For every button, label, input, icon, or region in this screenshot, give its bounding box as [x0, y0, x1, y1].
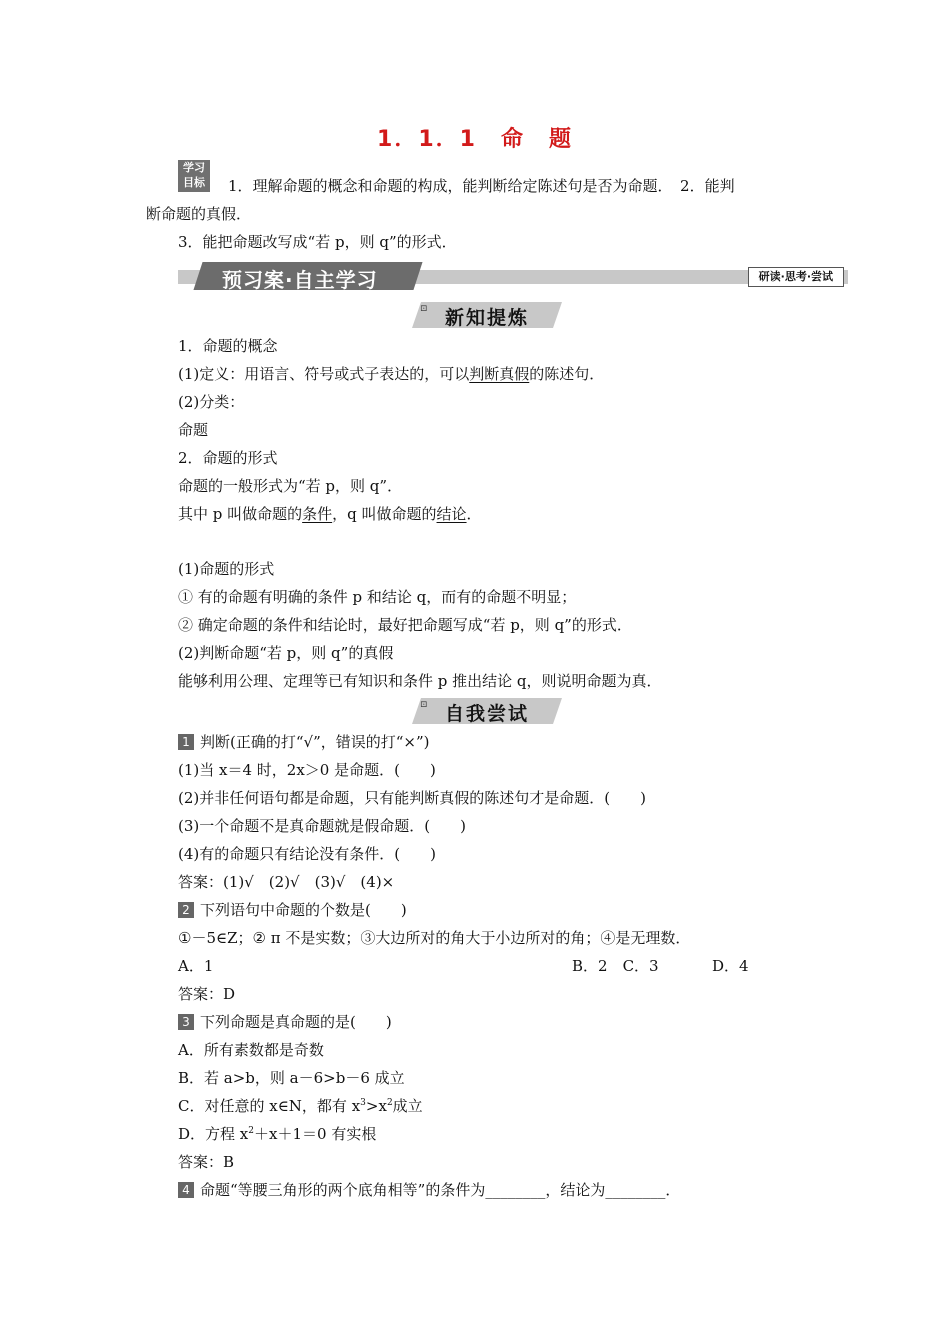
q4-stem-text: 命题“等腰三角形的两个底角相等”的条件为________，结论为________．	[200, 1181, 681, 1199]
q4-stem	[178, 1179, 680, 1201]
c-text-3: 成立	[392, 1097, 423, 1115]
q3-option-b: B．若 a>b，则 a－6>b－6 成立	[178, 1069, 405, 1087]
cc-text-3: ．	[466, 505, 482, 523]
q2-option-d: D．4	[712, 957, 749, 975]
section-heading-new-knowledge	[412, 302, 562, 328]
q1-stem	[178, 731, 430, 753]
page-title: 1．1．1 命 题	[377, 127, 573, 152]
q2-option-a: A．1	[178, 957, 214, 975]
goal-line-3: 3．能把命题改写成“若 p，则 q”的形式．	[178, 233, 457, 251]
note-1-title: (1)命题的形式	[178, 560, 275, 578]
d-text-2: ＋x＋1＝0 有实根	[254, 1125, 377, 1143]
q1-item-3: (3)一个命题不是真命题就是假命题．( )	[178, 817, 466, 835]
definition-end: 的陈述句．	[529, 365, 605, 383]
c-exp-2: 2	[386, 1098, 393, 1108]
concept-general-form: 命题的一般形式为“若 p，则 q”．	[178, 477, 403, 495]
c-exp-1: 3	[360, 1098, 366, 1108]
concept-classify: (2)分类：	[178, 393, 245, 411]
q3-stem	[178, 1011, 392, 1033]
heading-decor-icon: ⊡	[420, 304, 428, 314]
goal-line-1: 1．理解命题的概念和命题的构成，能判断给定陈述句是否为命题． 2．能判	[228, 177, 735, 195]
heading-text: 自我尝试	[444, 703, 529, 725]
q2-stem-text: 下列语句中命题的个数是( )	[200, 901, 407, 919]
learning-goal-tag	[178, 160, 210, 192]
q1-item-2: (2)并非任何语句都是命题，只有能判断真假的陈述句才是命题．( )	[178, 789, 646, 807]
q3-answer: 答案：B	[178, 1153, 235, 1171]
banner-main-text: 预习案·自主学习	[222, 268, 378, 292]
q3-option-d	[178, 1123, 376, 1145]
tag-line-2: 目标	[183, 176, 205, 189]
q4-number-badge: 4	[178, 1182, 194, 1198]
cc-text-1: 其中 p 叫做命题的	[178, 505, 303, 523]
tag-line-1: 学习	[183, 161, 205, 174]
concept-classify-item: 命题	[178, 421, 209, 439]
banner-side-label: 研读·思考·尝试	[748, 267, 844, 287]
note-2-body: 能够利用公理、定理等已有知识和条件 p 推出结论 q，则说明命题为真．	[178, 672, 662, 690]
q1-stem-text: 判断(正确的打“√”，错误的打“×”)	[200, 733, 430, 751]
q2-body: ①－5∈Z；② π 不是实数；③大边所对的角大于小边所对的角；④是无理数．	[178, 929, 691, 947]
c-text-2: >x	[365, 1097, 387, 1115]
q2-option-bc: B．2 C．3	[572, 957, 659, 975]
note-1b: ② 确定命题的条件和结论时，最好把命题写成“若 p，则 q”的形式．	[178, 616, 632, 634]
definition-text: (1)定义：用语言、符号或式子表达的，可以	[178, 365, 470, 383]
q1-answer: 答案：(1)√ (2)√ (3)√ (4)×	[178, 873, 395, 891]
note-1a: ① 有的命题有明确的条件 p 和结论 q，而有的命题不明显；	[178, 588, 577, 606]
conclusion-blank: 结论	[436, 505, 467, 523]
note-2-title: (2)判断命题“若 p，则 q”的真假	[178, 644, 394, 662]
c-text-1: C．对任意的 x∈N，都有 x	[178, 1097, 361, 1115]
goal-line-2: 断命题的真假．	[146, 205, 252, 223]
q3-number-badge: 3	[178, 1014, 194, 1030]
d-text-1: D．方程 x	[178, 1125, 249, 1143]
condition-blank: 条件	[302, 505, 333, 523]
concept-definition	[178, 363, 604, 385]
q3-option-c	[178, 1095, 423, 1117]
q3-stem-text: 下列命题是真命题的是( )	[200, 1013, 392, 1031]
definition-blank: 判断真假	[469, 365, 530, 383]
heading-text: 新知提炼	[444, 307, 529, 329]
q3-option-a: A．所有素数都是奇数	[178, 1041, 324, 1059]
preview-banner	[178, 262, 848, 290]
concept-2-title: 2．命题的形式	[178, 449, 278, 467]
section-heading-self-try	[412, 698, 562, 724]
q2-stem	[178, 899, 407, 921]
q2-answer: 答案：D	[178, 985, 236, 1003]
concept-condition-conclusion	[178, 503, 482, 525]
q2-number-badge: 2	[178, 902, 194, 918]
concept-1-title: 1．命题的概念	[178, 337, 278, 355]
heading-decor-icon: ⊡	[420, 700, 428, 710]
cc-text-2: ，q 叫做命题的	[332, 505, 437, 523]
d-exp: 2	[248, 1126, 254, 1136]
q1-number-badge: 1	[178, 734, 194, 750]
q1-item-1: (1)当 x＝4 时，2x＞0 是命题．( )	[178, 761, 436, 779]
q1-item-4: (4)有的命题只有结论没有条件．( )	[178, 845, 436, 863]
